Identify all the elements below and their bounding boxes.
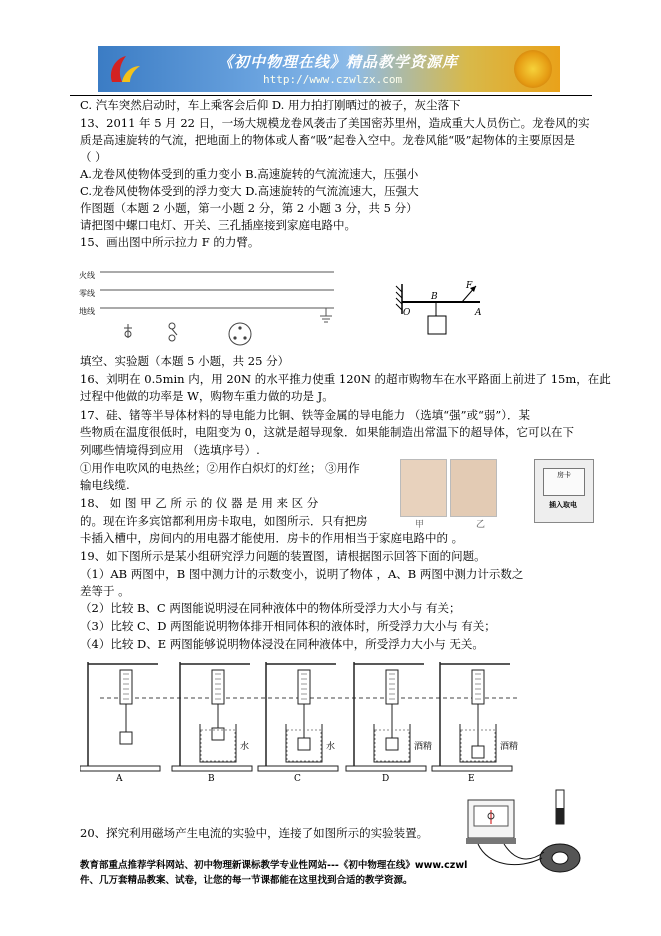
stand-base bbox=[258, 766, 338, 771]
object-block bbox=[120, 732, 132, 744]
q17-options: ①用作电吹风的电热丝；②用作白炽灯的灯丝； ③用作 bbox=[80, 461, 360, 475]
card-slot-label: 插入取电 bbox=[549, 500, 577, 509]
liquid-label: 水 bbox=[326, 742, 336, 752]
setup-label: D bbox=[382, 774, 390, 784]
object-block bbox=[298, 738, 310, 750]
q16-stem-1: 16、刘明在 0.5min 内，用 20N 的水平推力使重 120N 的超市购物车在水平路面上前进了 15m，在此 bbox=[80, 372, 611, 386]
footer-line-2: 件、几万套精品教案、试卷，让您的每一节课都能在这里找到合适的教学资源。 bbox=[80, 875, 413, 886]
q17-options-end: 输电线缆. bbox=[80, 478, 130, 492]
lever-label-a: A bbox=[475, 308, 482, 318]
site-logo-icon bbox=[104, 52, 144, 86]
household-circuit-figure bbox=[74, 262, 346, 348]
q16-stem-2: 过程中他做的功率是 W，购物车重力做的功是 J。 bbox=[80, 389, 334, 403]
stand-base bbox=[172, 766, 252, 771]
liquid-label: 水 bbox=[240, 742, 250, 752]
liquid-label: 酒精 bbox=[414, 742, 433, 752]
buoyancy-apparatus-figure bbox=[80, 658, 530, 780]
q18-stem-2: 的。现在许多宾馆都利用房卡取电，如图所示．只有把房 bbox=[80, 514, 368, 528]
q13-stem-2: 质是高速旋转的气流，把地面上的物体或人畜“吸”起卷入空中。龙卷风能“吸”起物体的主要原因是 bbox=[80, 133, 576, 147]
object-block bbox=[472, 746, 484, 758]
photo-label-jia: 甲 bbox=[415, 520, 425, 530]
header-rule bbox=[70, 95, 592, 96]
q19-part2: （2）比较 B、C 两图能说明浸在同种液体中的物体所受浮力大小与 有关； bbox=[80, 601, 461, 615]
sunflower-icon bbox=[514, 50, 552, 88]
stand-base bbox=[80, 766, 160, 771]
q15-stem: 15、画出图中所示拉力 F 的力臂。 bbox=[80, 235, 260, 249]
footer-line-1: 教育部重点推荐学科网站、初中物理新课标教学专业性网站---《初中物理在线》www.czwl bbox=[80, 860, 468, 871]
q12-options-cd: C. 汽车突然启动时，车上乘客会后仰 D. 用力拍打刚晒过的被子，灰尘落下 bbox=[80, 98, 461, 112]
lever-label-o: O bbox=[403, 308, 411, 318]
q14-stem: 请把图中螺口电灯、开关、三孔插座接到家庭电路中。 bbox=[80, 218, 356, 232]
stand-base bbox=[346, 766, 426, 771]
setup-label: E bbox=[468, 774, 475, 784]
q19-part4: （4）比较 D、E 两图能够说明物体浸没在同种液体中，所受浮力大小与 无关。 bbox=[80, 637, 484, 651]
q13-options-ab: A.龙卷风使物体受到的重力变小 B.高速旋转的气流流速大，压强小 bbox=[80, 167, 419, 181]
q19-part3: （3）比较 C、D 两图能说明物体排开相同体积的液体时，所受浮力大小与 有关； bbox=[80, 619, 496, 633]
wire-label-zero: 零线 bbox=[79, 289, 95, 298]
screw-lamp-icon bbox=[124, 324, 132, 338]
q17-stem-2: 些物质在温度很低时，电阻变为 0，这就是超导现象．如果能制造出常温下的超导体，它可以在下 bbox=[80, 425, 574, 439]
lever-label-f: F bbox=[466, 281, 473, 291]
q13-blank: （ ） bbox=[80, 150, 107, 164]
test-pen-photo-yi bbox=[450, 459, 497, 517]
section-drawing-heading: 作图题（本题 2 小题，第一小题 2 分，第 2 小题 3 分，共 5 分） bbox=[80, 201, 418, 215]
q20-stem: 20、探究利用磁场产生电流的实验中，连接了如图所示的实验装置。 bbox=[80, 826, 429, 840]
liquid-label: 酒精 bbox=[500, 742, 519, 752]
three-hole-socket-icon bbox=[229, 323, 251, 345]
setup-label: C bbox=[294, 774, 301, 784]
q18-stem-1: 18、 如 图 甲 乙 所 示 的 仪 器 是 用 来 区 分 bbox=[80, 496, 319, 510]
lever-label-b: B bbox=[431, 292, 438, 302]
q17-stem-3: 列哪些情境得到应用 （选填序号）. bbox=[80, 443, 260, 457]
banner-url[interactable]: http://www.czwlzx.com bbox=[263, 73, 403, 86]
room-card-slot-photo bbox=[534, 459, 594, 523]
banner-title: 《初中物理在线》精品教学资源库 bbox=[218, 53, 459, 71]
setup-label: B bbox=[208, 774, 215, 784]
section-fill-heading: 填空、实验题（本题 5 小题，共 25 分） bbox=[80, 354, 290, 368]
stand-base bbox=[432, 766, 512, 771]
q18-stem-3: 卡插入槽中，房间内的用电器才能使用．房卡的作用相当于家庭电路中的 。 bbox=[80, 531, 464, 545]
object-block bbox=[386, 738, 398, 750]
q13-options-cd: C.龙卷风使物体受到的浮力变大 D.高速旋转的气流流速大，压强大 bbox=[80, 184, 419, 198]
q19-part1-b: 差等于 。 bbox=[80, 584, 130, 598]
test-pen-photo-jia bbox=[400, 459, 447, 517]
switch-icon bbox=[169, 323, 177, 341]
electromagnetic-induction-figure bbox=[448, 786, 588, 882]
q13-stem-1: 13、2011 年 5 月 22 日，一场大规模龙卷风袭击了美国密苏里州，造成重大人员伤亡。龙卷风的实 bbox=[80, 116, 590, 130]
wire-label-fire: 火线 bbox=[79, 271, 95, 280]
q17-stem-1: 17、硅、锗等半导体材料的导电能力比铜、铁等金属的导电能力 （选填“强”或“弱”）．某 bbox=[80, 408, 531, 422]
setup-label: A bbox=[116, 774, 123, 784]
photo-label-yi: 乙 bbox=[476, 520, 486, 530]
q19-stem: 19、如下图所示是某小组研究浮力问题的装置图，请根据图示回答下面的问题。 bbox=[80, 549, 486, 563]
wire-label-ground: 地线 bbox=[79, 307, 95, 316]
header-banner bbox=[98, 46, 560, 92]
card-title: 房卡 bbox=[557, 471, 571, 479]
q19-part1-a: （1）AB 两图中，B 图中测力计的示数变小，说明了物体 ，A、B 两图中测力计示数之 bbox=[80, 567, 524, 581]
